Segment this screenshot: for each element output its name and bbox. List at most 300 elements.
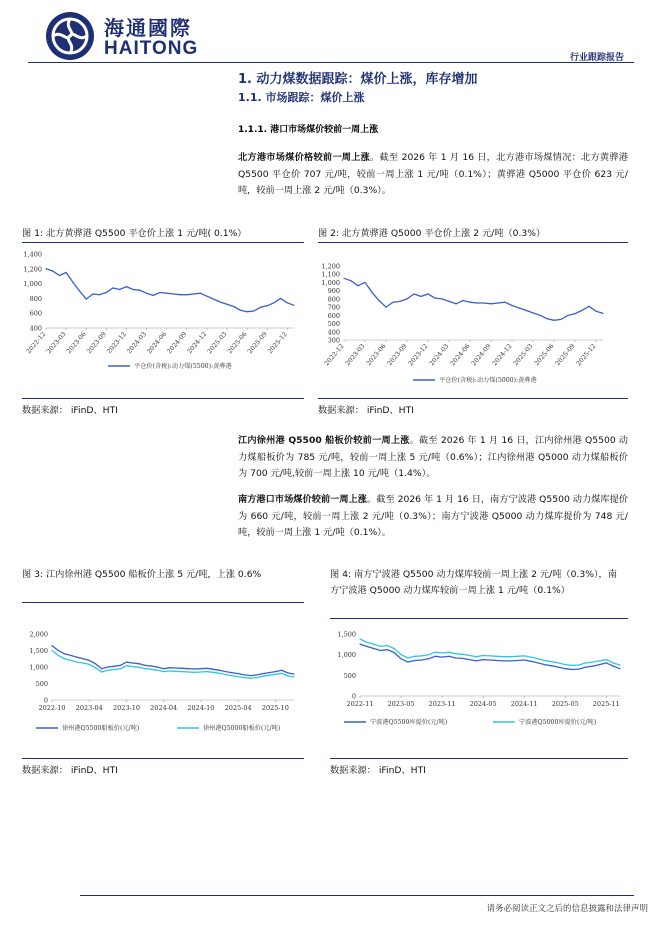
figure-3-source: 数据来源： iFinD、HTI [22, 765, 118, 776]
chart-1-ytick-label: 1,000 [23, 280, 42, 289]
chart-3-xtick-label: 2024-10 [187, 704, 215, 712]
footer-divider [80, 895, 634, 896]
chart-2-series-1-point [385, 307, 386, 308]
chart-1-series-1-point [280, 298, 281, 299]
chart-1-ytick-label: 1,400 [23, 250, 42, 259]
chart-4-legend-label: 宁波港Q5500库提价(元/吨) [370, 719, 448, 726]
chart-2-series-1-point [497, 302, 498, 303]
chart-4-series-2-point [394, 648, 395, 649]
chart-3-series-2-point [213, 672, 214, 673]
chart-4-series-1-point [448, 656, 449, 657]
chart-2-series-1-point [364, 282, 365, 283]
chart-4-ytick-label: 1,000 [337, 651, 356, 660]
chart-4-series-2-point [599, 660, 600, 661]
chart-2-series-1-point [462, 300, 463, 301]
logo-english-text: HAITONG [104, 38, 199, 59]
chart-3-series-2-point [219, 673, 220, 674]
chart-3-series-1-point [256, 674, 257, 675]
figure-1-bottom-rule [22, 398, 304, 399]
chart-3-series-1-point [101, 668, 102, 669]
chart-3-series-2-point [269, 675, 270, 676]
chart-4-series-2-point [551, 661, 552, 662]
chart-2-series-1-point [483, 302, 484, 303]
chart-3-series-1-point [132, 662, 133, 663]
chart-1-series-1-line [46, 269, 294, 312]
chart-3-series-2-point [151, 669, 152, 670]
chart-3-series-2-point [144, 668, 145, 669]
chart-4-series-2-line [360, 639, 620, 665]
chart-1-series-1-point [273, 302, 274, 303]
chart-3-ytick-label: 500 [35, 680, 48, 688]
chart-1-series-1-point [66, 272, 67, 273]
chart-3-series-1-point [76, 657, 77, 658]
chart-3-xtick-label: 2023-10 [112, 704, 140, 712]
paragraph-north-port [238, 150, 628, 200]
chart-2-series-1-point [588, 306, 589, 307]
chart-3-series-1-point [163, 668, 164, 669]
chart-4-series-2-point [442, 652, 443, 653]
chart-4-series-2-point [578, 664, 579, 665]
chart-3-series-1-point [287, 672, 288, 673]
chart-1-series-1-point [92, 293, 93, 294]
section-heading-1: 1. 动力煤数据跟踪：煤价上涨，库存增加 [238, 72, 478, 87]
chart-3-series-2-point [238, 676, 239, 677]
footer-disclaimer: 请务必阅读正文之后的信息披露和法律声明 [486, 904, 648, 914]
chart-1-ytick-label: 400 [29, 324, 42, 333]
chart-2-series-1-point [399, 301, 400, 302]
chart-4-series-1-line [360, 644, 620, 669]
chart-4-series-2-point [592, 662, 593, 663]
chart-3-series-1-point [231, 672, 232, 673]
chart-3-series-1-point [293, 673, 294, 674]
chart-1-series-1-point [226, 304, 227, 305]
chart-4-series-1-point [544, 664, 545, 665]
chart-4-xtick-label: 2022-11 [346, 700, 374, 708]
chart-2-legend-label: 平仓价(含税):动力煤(5000):黄骅港 [439, 377, 537, 384]
chart-4-series-2-point [524, 655, 525, 656]
chart-3-series-1-point [107, 666, 108, 667]
chart-1-series-1-point [287, 302, 288, 303]
chart-3-series-2-line [52, 651, 294, 679]
chart-4-series-2-point [530, 657, 531, 658]
chart-2-series-1-point [560, 319, 561, 320]
paragraph-south-port-lead: 南方港口市场煤价较前一周上涨 [238, 494, 368, 505]
chart-1-series-1-point [72, 282, 73, 283]
chart-4-series-2-point [414, 656, 415, 657]
chart-2-xtick-label: 2023-06 [365, 342, 388, 368]
chart-3-series-2-point [244, 677, 245, 678]
chart-1-series-1-point [293, 305, 294, 306]
chart-4-ytick-label: 1,500 [337, 630, 356, 639]
chart-1-series-1-point [159, 292, 160, 293]
chart-3-legend-label: 徐州港Q5000船板价(元/吨) [203, 725, 281, 732]
chart-4-xtick-label: 2023-11 [428, 700, 456, 708]
chart-1-xtick-label: 2023-09 [85, 330, 108, 356]
figure-4-chart [330, 626, 628, 742]
chart-2-series-1-point [602, 313, 603, 314]
logo-chinese-text: 海通國際 [104, 16, 192, 40]
chart-3-series-1-point [51, 645, 52, 646]
chart-3-series-1-point [58, 650, 59, 651]
figure-4-source: 数据来源： iFinD、HTI [330, 765, 426, 776]
chart-3-series-2-point [231, 675, 232, 676]
chart-4-series-2-point [537, 658, 538, 659]
chart-4-xtick-label: 2025-05 [551, 700, 579, 708]
chart-2-ytick-label: 300 [327, 336, 340, 345]
chart-1-xtick-label: 2024-03 [125, 330, 149, 356]
figure-2-title: 图 2: 北方黄骅港 Q5000 平仓价上涨 2 元/吨（0.3%） [318, 228, 546, 239]
figure-1-chart [22, 248, 304, 376]
chart-4-series-1-point [387, 649, 388, 650]
chart-4-series-2-point [462, 654, 463, 655]
chart-2-series-1-point [371, 292, 372, 293]
chart-3-series-2-point [70, 660, 71, 661]
chart-4-series-1-point [442, 657, 443, 658]
chart-2-ytick-label: 600 [327, 311, 340, 320]
chart-4-series-2-point [606, 659, 607, 660]
chart-4-series-2-point [373, 644, 374, 645]
chart-3-series-2-point [51, 650, 52, 651]
chart-3-legend-label: 徐州港Q5500船板价(元/吨) [62, 725, 140, 732]
chart-3-series-2-point [182, 671, 183, 672]
chart-2-series-1-point [581, 310, 582, 311]
chart-4-series-2-point [489, 655, 490, 656]
figure-3-bottom-rule [22, 758, 304, 759]
chart-4-series-1-point [483, 659, 484, 660]
chart-2-xtick-label: 2024-09 [470, 342, 493, 368]
chart-3-series-1-point [207, 668, 208, 669]
chart-2-ytick-label: 1,200 [321, 262, 340, 271]
chart-2-series-1-point [378, 300, 379, 301]
chart-4-xtick-label: 2024-11 [510, 700, 538, 708]
chart-4-xtick-label: 2024-05 [469, 700, 497, 708]
chart-3-series-2-point [138, 667, 139, 668]
chart-4-legend-label: 宁波港Q5000库提价(元/吨) [519, 719, 597, 726]
chart-2-xtick-label: 2023-09 [386, 342, 409, 368]
chart-3-series-1-point [194, 668, 195, 669]
figure-4-title: 图 4: 南方宁波港 Q5500 动力煤库较前一周上涨 2 元/吨（0.3%），南方宁波港 Q5000 动力煤库较前一周上涨 1 元/吨（0.1%） [330, 569, 617, 596]
chart-3-xtick-label: 2025-10 [261, 704, 289, 712]
chart-4-series-1-point [455, 657, 456, 658]
chart-2-series-1-point [539, 315, 540, 316]
chart-1-series-1-point [112, 287, 113, 288]
chart-1-series-1-point [220, 302, 221, 303]
chart-1-xtick-label: 2024-12 [186, 330, 209, 356]
chart-2-series-1-point [518, 307, 519, 308]
chart-4-series-1-point [565, 668, 566, 669]
chart-2-xtick-label: 2024-12 [491, 342, 514, 368]
chart-3-series-1-point [182, 668, 183, 669]
chart-4-series-2-point [469, 655, 470, 656]
chart-1-series-1-point [200, 293, 201, 294]
chart-3-series-1-point [262, 673, 263, 674]
chart-2-series-1-point [434, 297, 435, 298]
chart-2-series-1-point [420, 296, 421, 297]
chart-4-series-1-point [435, 656, 436, 657]
chart-1-series-1-point [59, 275, 60, 276]
chart-3-series-1-point [225, 671, 226, 672]
chart-3-series-2-point [207, 671, 208, 672]
chart-2-ytick-label: 700 [327, 303, 340, 312]
chart-4-series-1-point [489, 659, 490, 660]
chart-4-series-2-point [366, 642, 367, 643]
chart-1-series-1-point [206, 296, 207, 297]
chart-3-series-1-point [244, 674, 245, 675]
chart-3-series-1-point [200, 668, 201, 669]
chart-3-series-1-point [213, 669, 214, 670]
chart-4-series-1-point [421, 659, 422, 660]
chart-4-series-1-point [510, 660, 511, 661]
chart-4-series-2-point [565, 664, 566, 665]
chart-1-series-1-point [52, 270, 53, 271]
chart-4-series-2-point [448, 652, 449, 653]
chart-1-series-1-point [126, 286, 127, 287]
chart-3-series-2-point [200, 671, 201, 672]
chart-2-xtick-label: 2025-09 [554, 342, 577, 368]
chart-1-series-1-point [99, 294, 100, 295]
chart-1-ytick-label: 1,200 [23, 265, 42, 274]
chart-1-xtick-label: 2023-06 [65, 330, 88, 356]
chart-3-xtick-label: 2024-04 [150, 704, 178, 712]
chart-4-series-2-point [435, 652, 436, 653]
paragraph-jiangnei-port [238, 433, 628, 483]
chart-3-series-1-point [89, 660, 90, 661]
chart-3-series-2-point [225, 674, 226, 675]
chart-4-series-1-point [366, 646, 367, 647]
chart-3-series-2-point [126, 665, 127, 666]
section-heading-1-1-1: 1.1.1. 港口市场煤价较前一周上涨 [238, 125, 379, 135]
chart-4-series-1-point [373, 648, 374, 649]
chart-4-ytick-label: 500 [343, 671, 356, 680]
chart-3-xtick-label: 2022-10 [38, 704, 66, 712]
header-divider [28, 62, 634, 63]
chart-4-series-2-point [558, 662, 559, 663]
chart-4-series-1-point [578, 669, 579, 670]
chart-2-series-1-point [413, 293, 414, 294]
chart-1-series-1-point [246, 311, 247, 312]
chart-2-series-1-point [455, 303, 456, 304]
chart-4-series-2-point [510, 656, 511, 657]
chart-4-series-1-point [530, 661, 531, 662]
chart-4-series-1-point [613, 666, 614, 667]
chart-3-series-1-point [64, 653, 65, 654]
chart-2-series-1-point [546, 318, 547, 319]
figure-1-title: 图 1: 北方黄骅港 Q5500 平仓价上涨 1 元/吨( 0.1%） [22, 228, 247, 239]
chart-4-series-2-point [613, 662, 614, 663]
chart-3-ytick-label: 0 [43, 696, 48, 705]
chart-4-series-1-point [524, 659, 525, 660]
chart-2-series-1-point [511, 305, 512, 306]
chart-1-xtick-label: 2023-03 [45, 330, 68, 356]
chart-4-series-2-point [503, 656, 504, 657]
chart-4-series-1-point [592, 666, 593, 667]
chart-3-series-2-point [281, 673, 282, 674]
chart-3-xtick-label: 2025-04 [224, 704, 252, 712]
chart-1-xtick-label: 2024-09 [166, 330, 189, 356]
chart-3-series-2-point [176, 671, 177, 672]
chart-1-series-1-point [240, 310, 241, 311]
figure-2-bottom-rule [318, 398, 628, 399]
chart-1-series-1-point [186, 294, 187, 295]
chart-4-series-2-point [455, 653, 456, 654]
chart-4-series-1-point [503, 660, 504, 661]
chart-4-series-1-point [476, 660, 477, 661]
chart-2-xtick-label: 2023-03 [344, 342, 367, 368]
chart-3-series-2-point [163, 671, 164, 672]
chart-3-series-2-point [120, 668, 121, 669]
figure-3-title: 图 3: 江内徐州港 Q5500 船板价上涨 5 元/吨，上涨 0.6% [22, 569, 262, 580]
chart-3-series-2-point [275, 674, 276, 675]
chart-4-series-1-point [606, 662, 607, 663]
chart-2-ytick-label: 800 [327, 295, 340, 304]
chart-4-series-1-point [469, 659, 470, 660]
chart-4-series-1-point [407, 662, 408, 663]
chart-2-xtick-label: 2023-12 [407, 342, 430, 368]
chart-1-xtick-label: 2023-12 [105, 330, 128, 356]
chart-3-series-2-point [250, 678, 251, 679]
chart-3-series-1-point [157, 666, 158, 667]
chart-2-ytick-label: 1,100 [321, 270, 340, 279]
chart-4-series-1-point [380, 650, 381, 651]
chart-4-series-2-point [380, 646, 381, 647]
chart-3-series-1-point [70, 655, 71, 656]
chart-4-series-1-point [428, 658, 429, 659]
chart-2-ytick-label: 400 [327, 328, 340, 337]
chart-3-series-1-point [151, 665, 152, 666]
chart-4-series-2-point [476, 656, 477, 657]
chart-2-series-1-line [344, 278, 603, 320]
chart-3-series-1-point [120, 665, 121, 666]
chart-3-series-2-point [293, 676, 294, 677]
chart-4-series-2-point [585, 662, 586, 663]
figure-4-bottom-rule [330, 758, 628, 759]
chart-3-series-1-point [113, 666, 114, 667]
paragraph-jiangnei-port-body: 。截至 2026 年 1 月 16 日，江内徐州港 Q5500 动力煤船板价为 785 元/吨，较前一周上涨 5 元/吨（0.6%）；江内徐州港 Q5000 动力煤船板价为 700 元/吨,较前一周上涨 10 元/吨（1.4%）。 [238, 435, 628, 479]
chart-3-series-1-point [269, 672, 270, 673]
chart-1-xtick-label: 2024-06 [145, 330, 169, 356]
chart-4-xtick-label: 2023-05 [387, 700, 415, 708]
chart-4-series-1-point [558, 666, 559, 667]
chart-3-series-1-point [281, 670, 282, 671]
chart-1-series-1-point [260, 307, 261, 308]
chart-3-ytick-label: 1,500 [29, 647, 48, 655]
figure-2-chart [318, 252, 618, 394]
figure-3-chart [22, 624, 304, 742]
chart-2-series-1-point [469, 302, 470, 303]
chart-1-legend-label: 平仓价(含税):动力煤(5500):黄骅港 [134, 363, 232, 370]
chart-4-series-2-point [572, 665, 573, 666]
chart-1-xtick-label: 2025-12 [266, 330, 289, 356]
section-heading-1-1: 1.1. 市场跟踪：煤价上涨 [238, 91, 365, 104]
paragraph-north-port-body: 。截至 2026 年 1 月 16 日，北方港市场煤情况：北方黄骅港 Q5500 平仓价 707 元/吨，较前一周上涨 1 元/吨（0.1%）；黄骅港 Q5000 平仓价 623 元/吨，较前一周上涨 2 元/吨（0.3%）。 [238, 152, 628, 196]
chart-2-xtick-label: 2025-06 [533, 342, 556, 368]
chart-2-series-1-point [490, 303, 491, 304]
chart-4-series-2-point [517, 656, 518, 657]
chart-3-ytick-label: 2,000 [29, 630, 48, 639]
chart-2-xtick-label: 2024-06 [449, 342, 472, 368]
chart-3-series-2-point [101, 671, 102, 672]
chart-3-series-2-point [157, 670, 158, 671]
chart-4-series-1-point [599, 664, 600, 665]
chart-3-series-2-point [95, 667, 96, 668]
chart-4-series-2-point [387, 645, 388, 646]
chart-1-series-1-point [253, 310, 254, 311]
chart-1-series-1-point [119, 289, 120, 290]
chart-2-series-1-point [595, 311, 596, 312]
chart-1-series-1-point [153, 295, 154, 296]
chart-3-series-2-point [113, 669, 114, 670]
chart-3-series-1-point [95, 663, 96, 664]
chart-4-series-1-point [394, 652, 395, 653]
chart-2-series-1-point [567, 315, 568, 316]
chart-4-series-1-point [537, 662, 538, 663]
chart-3-series-1-point [144, 665, 145, 666]
chart-3-series-2-point [256, 677, 257, 678]
haitong-logo-icon [44, 10, 96, 62]
chart-1-xtick-label: 2025-06 [226, 330, 249, 356]
chart-1-series-1-point [146, 293, 147, 294]
chart-2-series-1-point [392, 302, 393, 303]
chart-1-series-1-point [193, 293, 194, 294]
chart-1-series-1-point [139, 290, 140, 291]
chart-2-xtick-label: 2025-03 [512, 342, 535, 368]
chart-1-series-1-point [173, 293, 174, 294]
figure-1-top-rule [22, 242, 304, 243]
chart-2-ytick-label: 500 [327, 320, 340, 329]
chart-2-series-1-point [427, 293, 428, 294]
chart-2-ytick-label: 900 [327, 287, 340, 296]
chart-4-series-1-point [551, 665, 552, 666]
chart-3-xtick-label: 2023-04 [75, 704, 103, 712]
paragraph-south-port [238, 492, 628, 542]
chart-3-series-2-point [262, 676, 263, 677]
chart-2-series-1-point [504, 302, 505, 303]
paragraph-jiangnei-port-lead: 江内徐州港 Q5500 船板价较前一周上涨 [238, 435, 410, 446]
chart-4-series-1-point [585, 666, 586, 667]
chart-3-series-2-point [107, 670, 108, 671]
chart-2-series-1-point [441, 298, 442, 299]
figure-3-top-rule [22, 602, 304, 603]
chart-1-series-1-point [106, 292, 107, 293]
chart-2-ytick-label: 1,000 [321, 278, 340, 287]
chart-4-series-2-point [428, 654, 429, 655]
chart-3-series-2-point [58, 655, 59, 656]
chart-2-series-1-point [350, 280, 351, 281]
chart-1-series-1-point [213, 299, 214, 300]
chart-3-series-2-point [194, 672, 195, 673]
chart-4-series-1-point [619, 668, 620, 669]
chart-4-series-2-point [544, 660, 545, 661]
chart-3-series-2-point [64, 658, 65, 659]
chart-2-series-1-point [406, 298, 407, 299]
chart-4-series-2-point [407, 657, 408, 658]
chart-3-series-2-point [89, 664, 90, 665]
chart-4-series-1-point [496, 660, 497, 661]
chart-3-series-1-point [275, 671, 276, 672]
chart-1-series-1-point [133, 289, 134, 290]
figure-1-source: 数据来源： iFinD、HTI [22, 405, 118, 416]
chart-4-series-2-point [359, 638, 360, 639]
chart-4-series-2-point [496, 656, 497, 657]
chart-2-xtick-label: 2025-12 [575, 342, 598, 368]
chart-1-xtick-label: 2025-03 [206, 330, 229, 356]
chart-3-series-1-point [219, 670, 220, 671]
chart-1-ytick-label: 800 [29, 294, 42, 303]
chart-3-series-1-point [188, 668, 189, 669]
chart-3-series-1-point [126, 661, 127, 662]
chart-3-series-2-point [169, 670, 170, 671]
chart-4-series-1-point [462, 658, 463, 659]
